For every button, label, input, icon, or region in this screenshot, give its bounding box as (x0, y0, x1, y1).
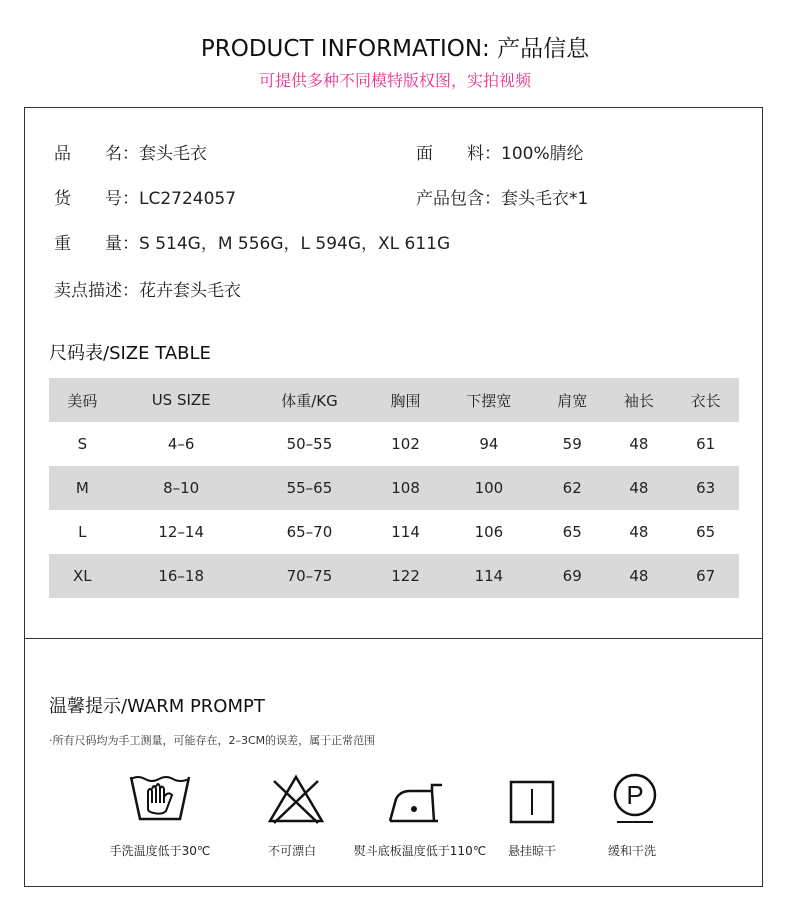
table-cell: 65–70 (286, 523, 333, 541)
info-name (54, 139, 207, 164)
column-header: 体重/KG (281, 391, 338, 410)
no-bleach-icon (266, 773, 326, 825)
column-header: US SIZE (151, 391, 211, 409)
info-selling-label: 卖点描述： (54, 281, 139, 301)
table-cell: 67 (696, 567, 716, 585)
table-row (49, 466, 739, 510)
column-header: 袖长 (623, 391, 654, 410)
table-row (49, 554, 739, 598)
care-label-hang-dry: 悬挂晾干 (507, 844, 556, 858)
table-cell: 8–10 (163, 479, 200, 497)
table-cell: 70–75 (286, 567, 333, 585)
care-label-no-bleach: 不可漂白 (267, 844, 316, 858)
size-table-heading: 尺码表/SIZE TABLE (49, 343, 211, 364)
hang-dry-icon (508, 779, 556, 825)
table-cell: XL (73, 567, 92, 585)
info-selling (54, 276, 241, 301)
care-label-iron: 熨斗底板温度低于110℃ (353, 844, 487, 858)
table-cell: 100 (474, 479, 504, 497)
table-cell: 108 (391, 479, 420, 497)
info-material-value: 100%腈纶 (501, 144, 584, 164)
table-cell: 106 (474, 523, 504, 541)
page-subtitle: 可提供多种不同模特版权图，实拍视频 (258, 71, 531, 90)
table-cell: 59 (562, 435, 582, 453)
table-cell: 48 (629, 479, 649, 497)
column-header: 肩宽 (557, 391, 588, 410)
info-sku (54, 184, 236, 209)
table-cell: S (77, 435, 88, 453)
info-weight (54, 229, 450, 254)
column-header: 美码 (67, 391, 98, 410)
info-material (416, 139, 584, 164)
hand-wash-icon (128, 773, 192, 825)
table-cell: 48 (629, 435, 649, 453)
table-cell: 122 (391, 567, 420, 585)
table-cell: 114 (391, 523, 420, 541)
info-includes (416, 184, 588, 209)
table-cell: 55–65 (286, 479, 333, 497)
table-cell: 94 (479, 435, 499, 453)
section-divider (24, 638, 763, 639)
table-cell: L (78, 523, 87, 541)
info-sku-label: 货 号： (54, 189, 139, 209)
size-table (49, 378, 739, 598)
dry-clean-p-icon (609, 771, 661, 827)
table-cell: 62 (562, 479, 582, 497)
page-title: PRODUCT INFORMATION: 产品信息 (200, 36, 590, 62)
info-selling-value: 花卉套头毛衣 (139, 281, 241, 301)
measurement-note: ·所有尺码均为手工测量，可能存在，2–3CM的误差，属于正常范围 (49, 734, 376, 747)
care-label-hand-wash: 手洗温度低于30℃ (109, 844, 211, 858)
dry-clean-symbol: P (626, 780, 644, 810)
table-cell: 48 (629, 523, 649, 541)
table-cell: 69 (562, 567, 582, 585)
table-cell: 102 (391, 435, 420, 453)
column-header: 下摆宽 (466, 391, 512, 410)
info-weight-value: S 514G，M 556G，L 594G，XL 611G (139, 234, 451, 254)
table-row (49, 510, 739, 554)
table-cell: M (75, 479, 89, 497)
column-header: 衣长 (690, 391, 721, 410)
column-header: 胸围 (390, 391, 421, 410)
table-cell: 63 (696, 479, 716, 497)
table-row (49, 422, 739, 466)
table-cell: 65 (562, 523, 582, 541)
info-weight-label: 重 量： (54, 234, 139, 254)
table-cell: 16–18 (158, 567, 205, 585)
table-cell: 4–6 (167, 435, 195, 453)
care-label-dry-clean: 缓和干洗 (607, 844, 656, 858)
table-cell: 50–55 (286, 435, 333, 453)
iron-icon (386, 777, 446, 825)
table-cell: 65 (696, 523, 716, 541)
size-table-header-row (49, 378, 739, 422)
table-cell: 114 (474, 567, 504, 585)
table-cell: 48 (629, 567, 649, 585)
table-cell: 61 (696, 435, 716, 453)
info-material-label: 面 料： (416, 144, 501, 164)
info-includes-label: 产品包含： (416, 189, 501, 209)
info-name-value: 套头毛衣 (139, 144, 207, 164)
table-cell: 12–14 (158, 523, 205, 541)
info-name-label: 品 名： (54, 144, 139, 164)
info-sku-value: LC2724057 (139, 189, 237, 209)
warm-prompt-heading: 温馨提示/WARM PROMPT (49, 696, 265, 717)
info-includes-value: 套头毛衣*1 (501, 189, 589, 209)
